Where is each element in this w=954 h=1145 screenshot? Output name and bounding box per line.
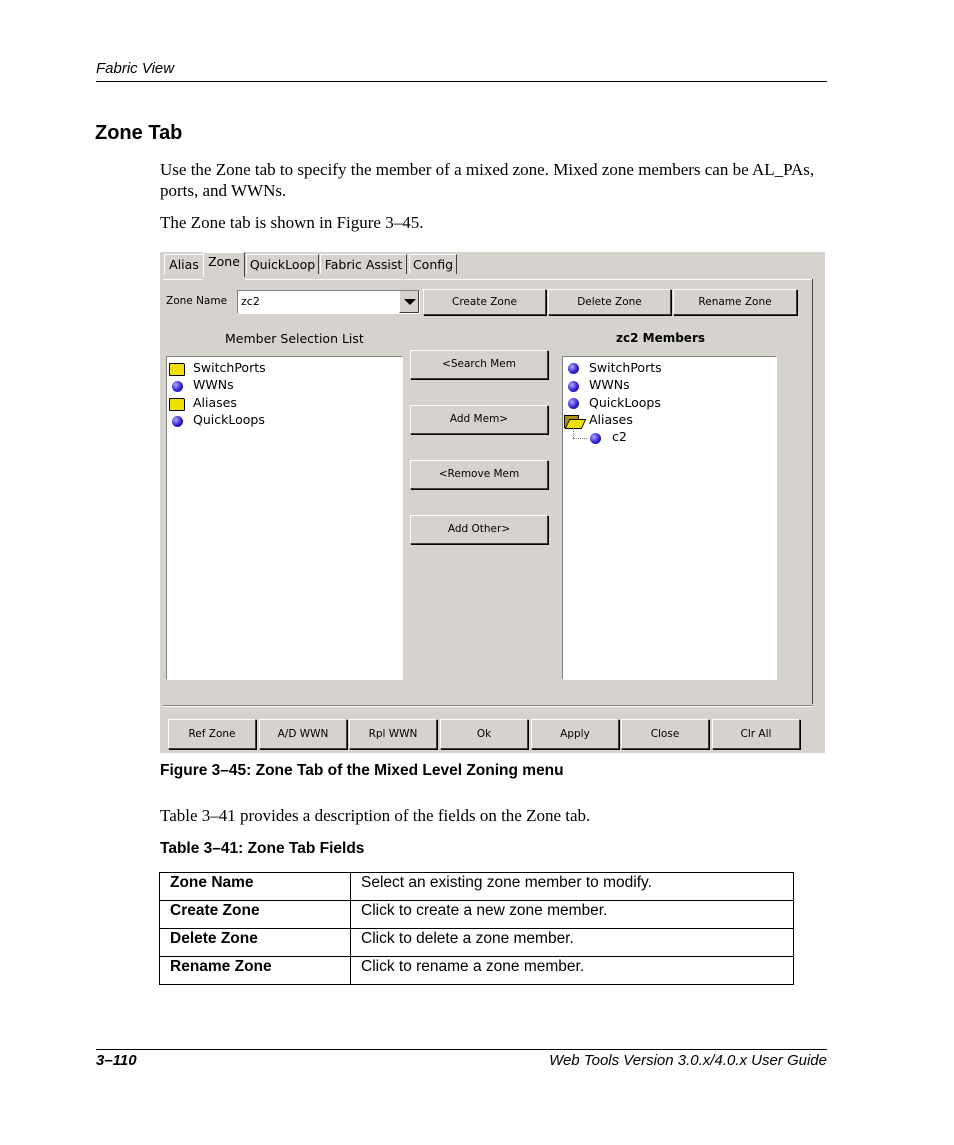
figure-reference-paragraph: The Zone tab is shown in Figure 3–45. — [160, 213, 424, 232]
intro-paragraph: Use the Zone tab to specify the member of a mixed zone. Mixed zone members can be AL_PAs, ports, and WWNs. — [160, 160, 815, 200]
rename-zone-button[interactable]: Rename Zone — [673, 289, 797, 315]
chevron-down-icon — [404, 299, 416, 305]
add-other-button[interactable]: Add Other> — [410, 515, 548, 544]
description-cell: Click to rename a zone member. — [351, 957, 794, 985]
ball-icon — [172, 381, 183, 392]
ball-icon — [590, 433, 601, 444]
list-item[interactable]: QuickLoops — [589, 395, 661, 410]
search-mem-button[interactable]: <Search Mem — [410, 350, 548, 379]
field-cell: Rename Zone — [160, 957, 351, 985]
field-cell: Delete Zone — [160, 929, 351, 957]
apply-button[interactable]: Apply — [531, 719, 619, 749]
tab-fabric-assist[interactable]: Fabric Assist — [320, 254, 407, 274]
remove-mem-button[interactable]: <Remove Mem — [410, 460, 548, 489]
ball-icon — [172, 416, 183, 427]
list-item[interactable]: c2 — [612, 429, 627, 444]
list-item[interactable]: QuickLoops — [193, 412, 265, 427]
tab-alias[interactable]: Alias — [164, 254, 204, 274]
separator-highlight — [163, 706, 813, 707]
description-cell: Click to delete a zone member. — [351, 929, 794, 957]
close-button[interactable]: Close — [621, 719, 709, 749]
list-item[interactable]: Aliases — [193, 395, 237, 410]
table-intro-paragraph: Table 3–41 provides a description of the fields on the Zone tab. — [160, 806, 591, 825]
member-selection-list[interactable] — [166, 356, 403, 680]
delete-zone-button[interactable]: Delete Zone — [548, 289, 671, 315]
ball-icon — [568, 381, 579, 392]
zone-tab-screenshot — [160, 252, 825, 753]
panel-right-edge — [812, 279, 813, 704]
list-item[interactable]: WWNs — [193, 377, 234, 392]
ok-button[interactable]: Ok — [440, 719, 528, 749]
clr-all-button[interactable]: Clr All — [712, 719, 800, 749]
description-cell: Select an existing zone member to modify. — [351, 873, 794, 901]
table-row — [160, 929, 794, 957]
field-cell: Zone Name — [160, 873, 351, 901]
ball-icon — [568, 398, 579, 409]
rpl-wwn-button[interactable]: Rpl WWN — [349, 719, 437, 749]
section-title: Zone Tab — [95, 122, 183, 144]
list-item[interactable]: SwitchPorts — [589, 360, 662, 375]
field-cell: Create Zone — [160, 901, 351, 929]
figure-caption: Figure 3–45: Zone Tab of the Mixed Level Zoning menu — [160, 762, 564, 779]
header-rule — [96, 81, 827, 82]
ref-zone-button[interactable]: Ref Zone — [168, 719, 256, 749]
tab-underline-left — [163, 279, 203, 280]
folder-icon — [169, 398, 185, 411]
open-folder-icon — [564, 414, 586, 429]
table-row — [160, 957, 794, 985]
table-row — [160, 901, 794, 929]
members-title: zc2 Members — [616, 331, 705, 345]
tab-quickloop[interactable]: QuickLoop — [246, 254, 319, 274]
zone-tab-fields-table — [159, 872, 794, 985]
zone-name-combobox[interactable] — [237, 290, 420, 314]
list-item[interactable]: WWNs — [589, 377, 630, 392]
footer-rule — [96, 1049, 827, 1050]
zone-name-dropdown-button[interactable] — [399, 291, 419, 313]
create-zone-button[interactable]: Create Zone — [423, 289, 546, 315]
member-selection-title: Member Selection List — [225, 331, 364, 346]
tree-line — [573, 438, 587, 439]
tab-config[interactable]: Config — [409, 254, 457, 274]
zone-members-list[interactable] — [562, 356, 777, 680]
guide-title: Web Tools Version 3.0.x/4.0.x User Guide — [549, 1052, 827, 1069]
add-mem-button[interactable]: Add Mem> — [410, 405, 548, 434]
tree-line — [573, 428, 574, 438]
list-item[interactable]: SwitchPorts — [193, 360, 266, 375]
tab-zone[interactable]: Zone — [203, 252, 245, 277]
table-row — [160, 873, 794, 901]
running-header: Fabric View — [96, 60, 175, 77]
folder-icon — [169, 363, 185, 376]
zone-name-value: zc2 — [241, 295, 260, 308]
zone-name-label: Zone Name — [166, 295, 228, 307]
page-number: 3–110 — [96, 1052, 137, 1069]
tab-underline-right — [245, 279, 813, 280]
table-caption: Table 3–41: Zone Tab Fields — [160, 840, 365, 857]
ad-wwn-button[interactable]: A/D WWN — [259, 719, 347, 749]
description-cell: Click to create a new zone member. — [351, 901, 794, 929]
ball-icon — [568, 363, 579, 374]
list-item[interactable]: Aliases — [589, 412, 633, 427]
